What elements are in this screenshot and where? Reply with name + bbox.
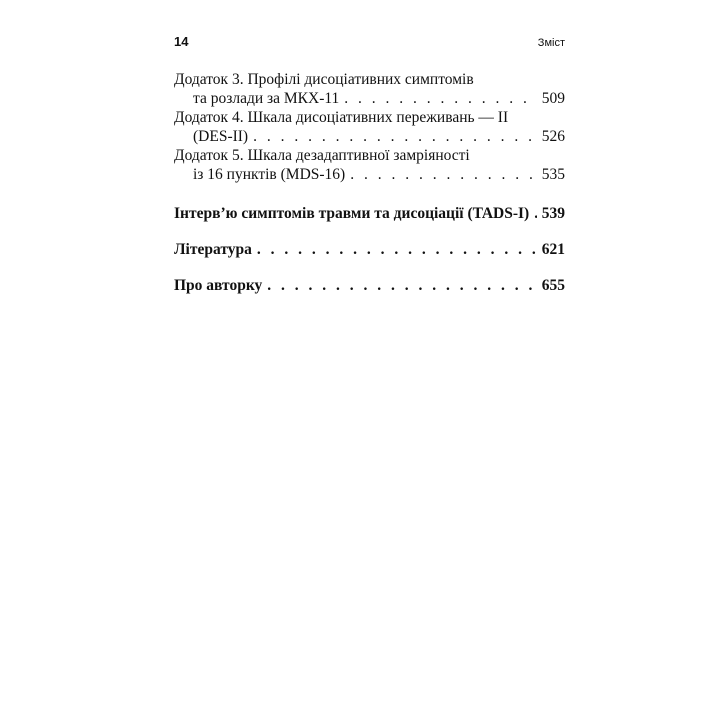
toc-entry-line	[174, 204, 565, 223]
toc-entry-title-line: Додаток 4. Шкала дисоціативних переживань — II	[174, 109, 509, 126]
toc-entry-appendix-4	[174, 108, 565, 146]
toc-page-number: 621	[541, 241, 565, 258]
toc-entry-title: Про авторку	[174, 277, 263, 294]
toc-page-number: 509	[541, 90, 565, 107]
dot-leader	[534, 204, 537, 223]
toc-entry-line	[174, 276, 565, 295]
toc-entry-title: Інтерв’ю симптомів травми та дисоціації (TADS-I)	[174, 205, 530, 222]
toc-entry-title-continuation: (DES-II)	[193, 128, 249, 145]
toc-entry-last-line	[174, 89, 565, 108]
toc-entry-title-line: Додаток 5. Шкала дезадаптивної замріяності	[174, 147, 470, 164]
dot-leader	[257, 240, 537, 259]
page-number: 14	[174, 34, 189, 49]
toc-entry-title-continuation: із 16 пунктів (MDS-16)	[193, 166, 346, 183]
toc-entry-title-continuation: та розлади за МКХ-11	[193, 90, 340, 107]
toc-entry-literature	[174, 240, 565, 259]
toc-entry-appendix-3	[174, 70, 565, 108]
dot-leader	[253, 127, 537, 146]
toc-entry-appendix-5	[174, 146, 565, 184]
toc-entry-last-line	[174, 165, 565, 184]
table-of-contents	[174, 70, 565, 295]
dot-leader	[350, 165, 537, 184]
toc-page-number: 539	[541, 205, 565, 222]
running-head	[174, 34, 565, 54]
dot-leader	[344, 89, 536, 108]
dot-leader	[267, 276, 536, 295]
toc-entry-line	[174, 240, 565, 259]
book-page	[174, 34, 565, 295]
toc-entry-interview	[174, 204, 565, 223]
toc-page-number: 535	[541, 166, 565, 183]
toc-entry-title: Література	[174, 241, 252, 258]
toc-entry-about-author	[174, 276, 565, 295]
toc-page-number: 526	[541, 128, 565, 145]
section-title: Зміст	[537, 37, 565, 49]
toc-page-number: 655	[541, 277, 565, 294]
toc-entry-title-line: Додаток 3. Профілі дисоціативних симптомів	[174, 71, 474, 88]
toc-entry-last-line	[174, 127, 565, 146]
